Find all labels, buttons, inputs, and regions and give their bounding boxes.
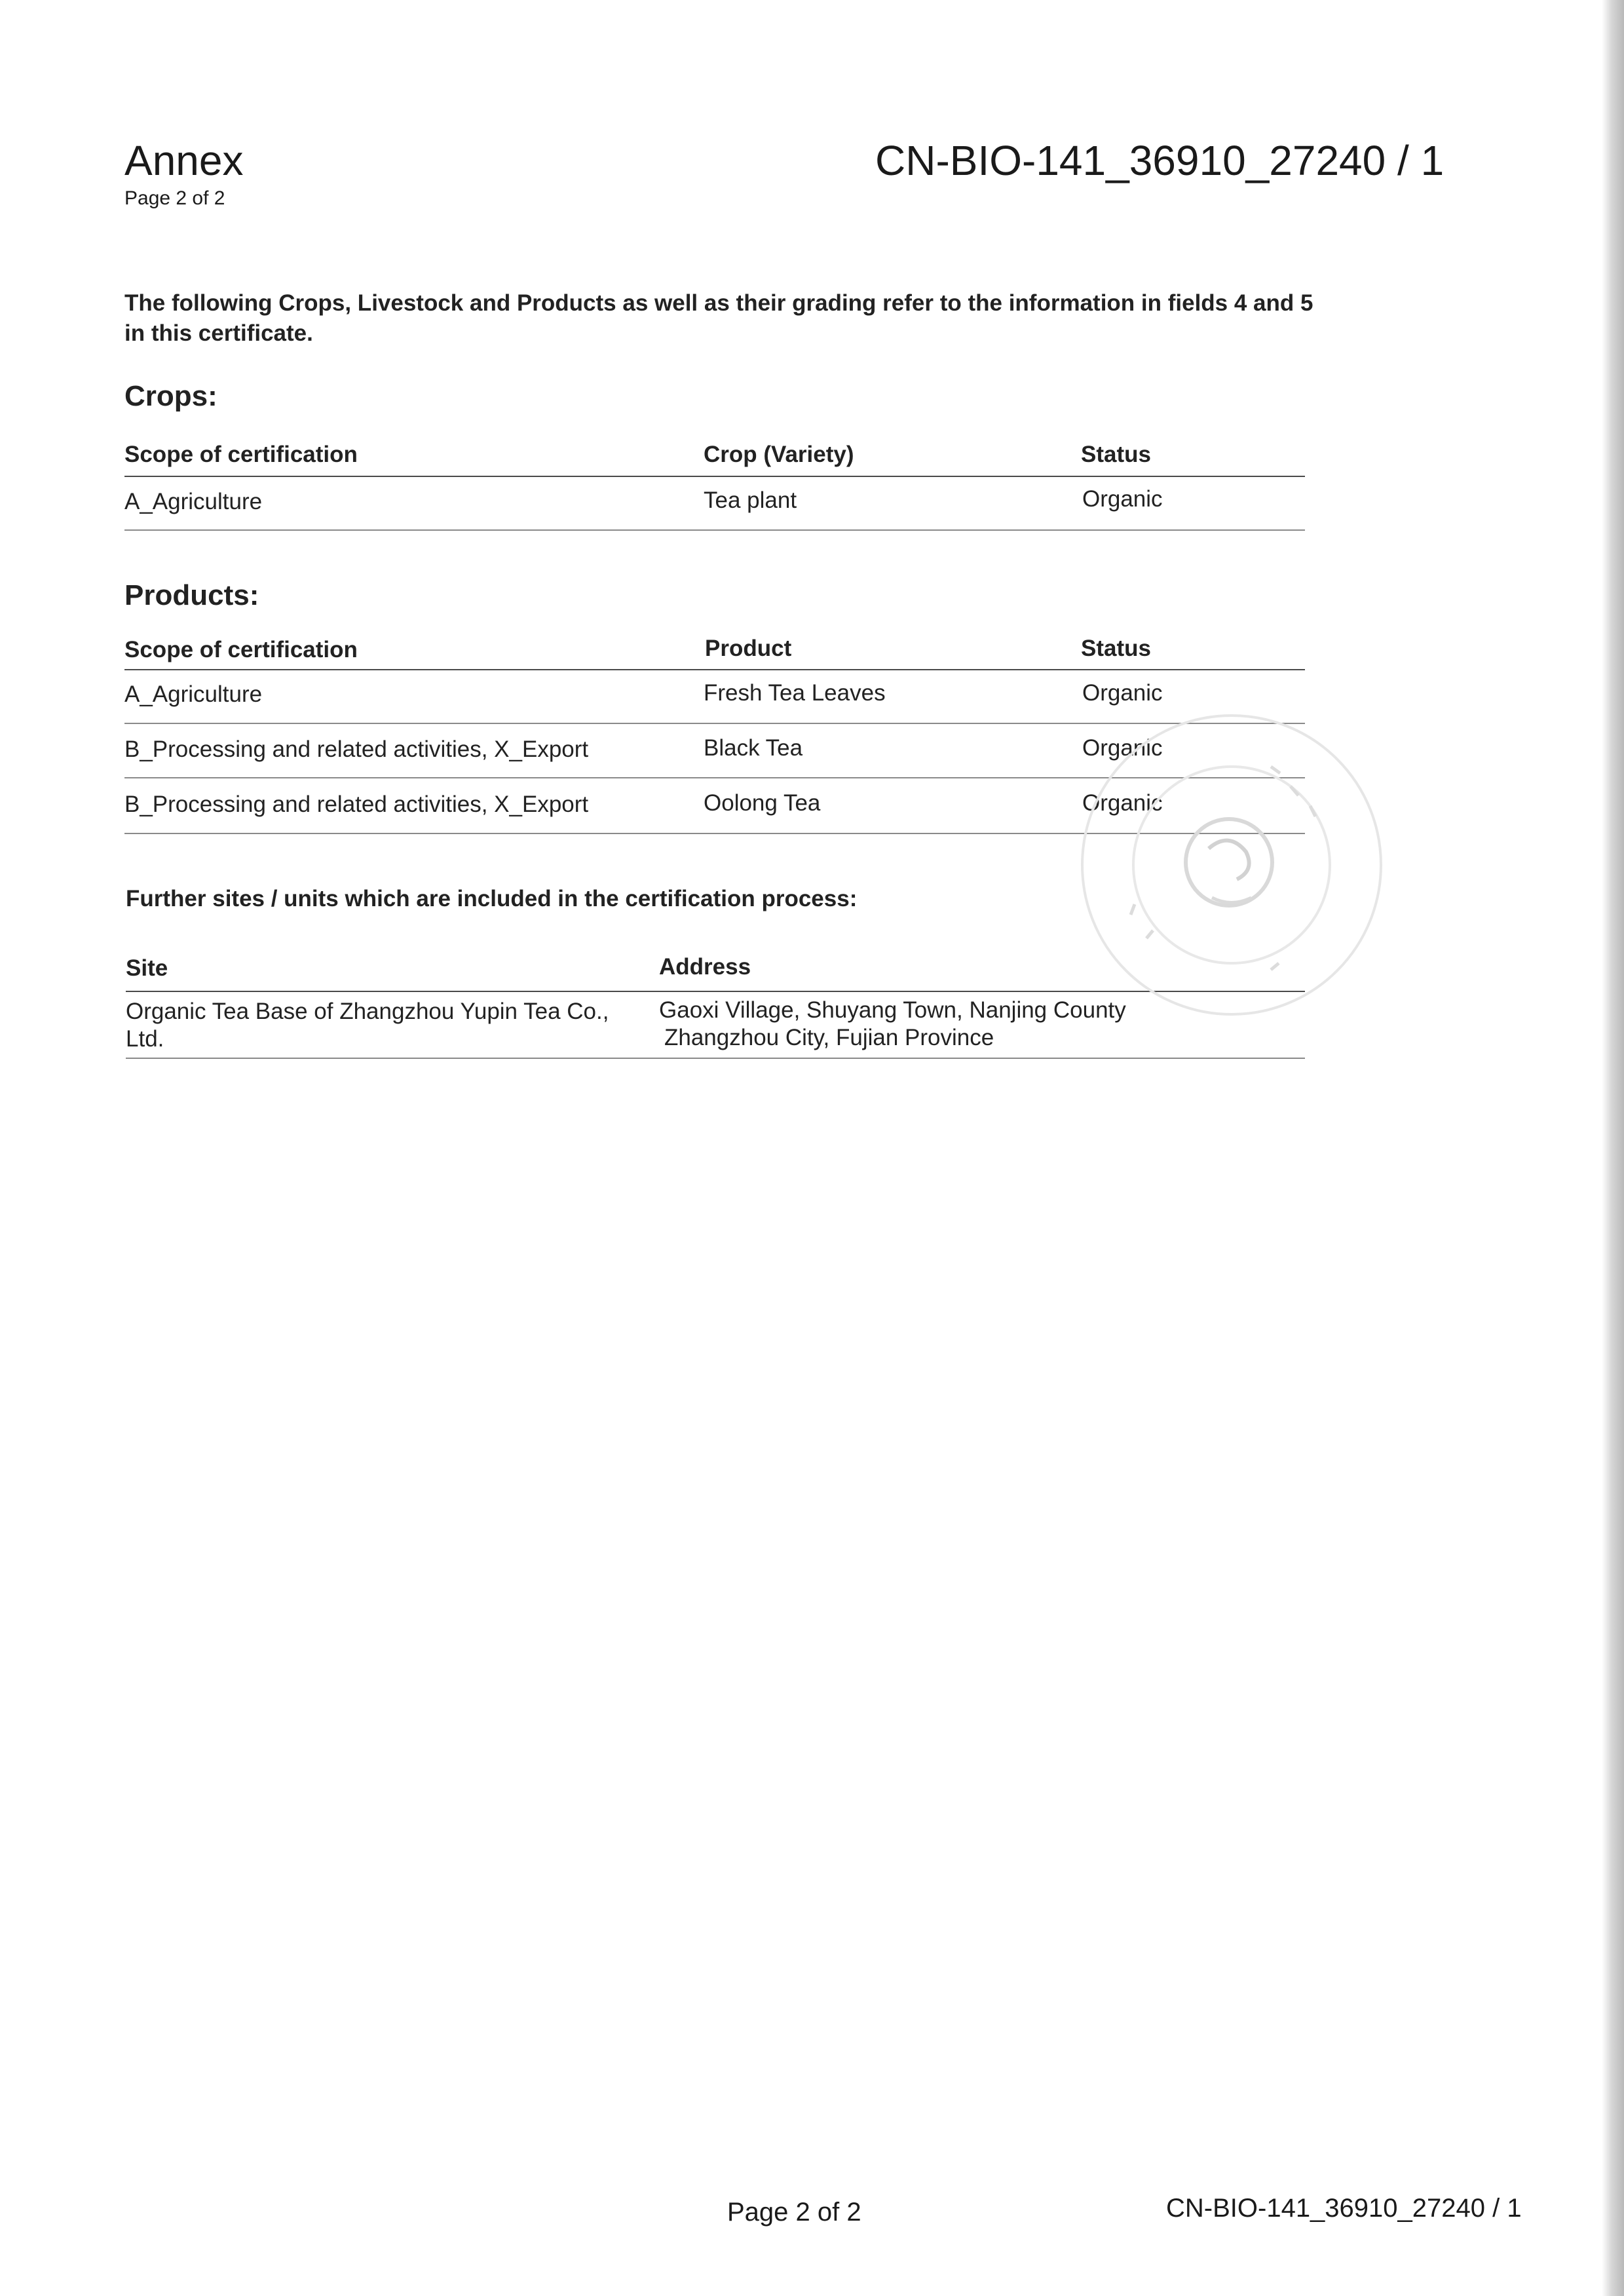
footer-certificate-id: CN-BIO-141_36910_27240 / 1 (1166, 2194, 1522, 2223)
sites-col-address: Address (659, 954, 751, 980)
products-row-2-status: Organic (1082, 735, 1163, 761)
sites-row-1-address-line2: Zhangzhou City, Fujian Province (664, 1025, 994, 1050)
crops-col-status: Status (1081, 442, 1151, 467)
products-col-status: Status (1081, 636, 1151, 661)
scanned-page-edge (1602, 0, 1624, 2296)
products-row-1-scope: A_Agriculture (124, 681, 263, 707)
crops-col-crop: Crop (Variety) (704, 442, 854, 467)
products-row-2-scope: B_Processing and related activities, X_Export (124, 737, 589, 762)
divider (124, 669, 1305, 670)
document-title: Annex (124, 137, 244, 184)
footer-page-indicator: Page 2 of 2 (727, 2198, 861, 2227)
crops-row-1-status: Organic (1082, 486, 1163, 512)
products-row-3-product: Oolong Tea (704, 790, 821, 816)
crops-row-1-crop: Tea plant (704, 488, 797, 513)
products-row-1-status: Organic (1082, 680, 1163, 706)
sites-row-1-site-line1: Organic Tea Base of Zhangzhou Yupin Tea Co., (126, 999, 609, 1024)
divider (126, 1058, 1305, 1059)
products-heading: Products: (124, 579, 259, 611)
embossed-seal-icon (1074, 708, 1389, 1022)
products-col-product: Product (705, 636, 792, 661)
products-row-1-product: Fresh Tea Leaves (704, 680, 886, 706)
divider (124, 529, 1305, 531)
divider (124, 476, 1305, 477)
sites-heading: Further sites / units which are included in the certification process: (126, 886, 858, 911)
sites-row-1-address-line1: Gaoxi Village, Shuyang Town, Nanjing County (659, 997, 1126, 1023)
sites-row-1-site-line2: Ltd. (126, 1026, 164, 1052)
sites-col-site: Site (126, 955, 168, 981)
page-indicator: Page 2 of 2 (124, 187, 225, 209)
crops-col-scope: Scope of certification (124, 442, 358, 467)
products-row-3-scope: B_Processing and related activities, X_Export (124, 792, 589, 817)
crops-heading: Crops: (124, 380, 217, 412)
certificate-id: CN-BIO-141_36910_27240 / 1 (875, 137, 1445, 184)
crops-row-1-scope: A_Agriculture (124, 489, 263, 514)
products-row-2-product: Black Tea (704, 735, 803, 761)
products-row-3-status: Organic (1082, 790, 1163, 816)
intro-paragraph: The following Crops, Livestock and Products as well as their grading refer to the information in fields 4 and 5 in this certificate. (124, 290, 1313, 346)
products-col-scope: Scope of certification (124, 637, 358, 662)
